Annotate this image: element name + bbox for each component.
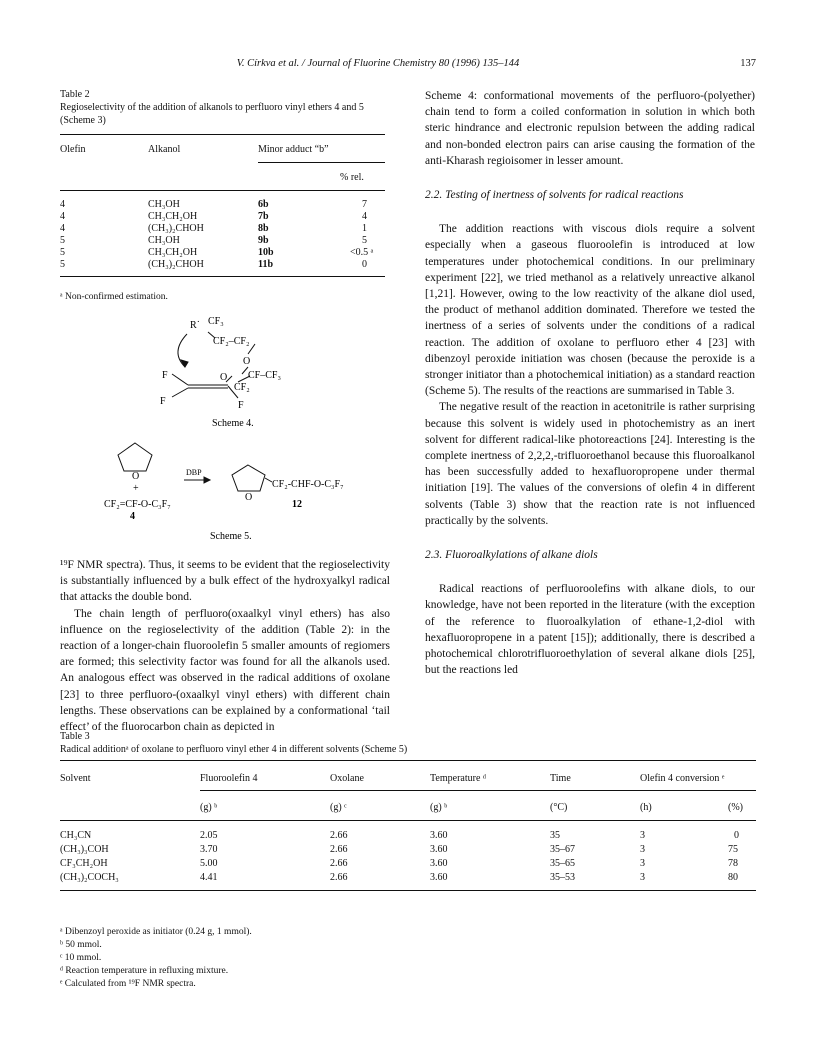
scheme4-cfcf3: CF–CF₃: [248, 370, 281, 381]
scheme4-diagram: [130, 312, 360, 432]
table3-unit: (h): [640, 802, 652, 813]
left-column-text: [60, 557, 390, 735]
table3-cell: 3.70: [200, 844, 218, 855]
table3-header: Fluoroolefin 4: [200, 773, 258, 784]
table2-cell: 4: [60, 199, 65, 210]
scheme5-product: CF₂-CHF-O-C₃F₇: [272, 479, 344, 490]
table3-cell: (CH₃)₂COCH₃: [60, 872, 119, 883]
page-number: 137: [740, 58, 756, 69]
table2-cell: 4: [60, 211, 65, 222]
scheme5-o-right: O: [245, 492, 253, 503]
table3-unit: (g) ᵇ: [200, 802, 218, 813]
table2-header-alkanol: Alkanol: [148, 144, 181, 155]
table3-cell: 2.05: [200, 830, 218, 841]
table2-cell: 1: [362, 223, 367, 234]
table3-cell: 5.00: [200, 858, 218, 869]
table3-top-rule: [60, 760, 756, 761]
table3-cell: 75: [728, 844, 738, 855]
table3-cell: 35–67: [550, 844, 575, 855]
table2-cell: CH₃CH₂OH: [148, 211, 198, 222]
scheme5-diagram: [100, 435, 400, 550]
table2-caption: Regioselectivity of the addition of alkanols to perfluoro vinyl ethers 4 and 5 (Scheme 3): [60, 102, 364, 126]
table2-cell: 11b: [258, 259, 274, 270]
table2-footnote: ᵃ Non-confirmed estimation.: [60, 292, 168, 302]
table2-cell: 0: [362, 259, 367, 270]
table3-note-c: ᶜ 10 mmol.: [60, 953, 102, 963]
table3-sub-rule: [200, 790, 756, 791]
scheme4-caption: Scheme 4.: [212, 418, 254, 429]
table2-cell: 10b: [258, 247, 274, 258]
scheme4-cf2: CF₂: [234, 382, 250, 393]
scheme4-cf2cf2: CF₂–CF₂: [213, 336, 250, 347]
table3-cell: 2.66: [330, 844, 348, 855]
table3-note-e: ᵉ Calculated from ¹⁹F NMR spectra.: [60, 979, 196, 989]
scheme5-o-left: O: [132, 471, 140, 482]
table2-cell: 5: [60, 235, 65, 246]
table3-caption: Radical additionᵃ of oxolane to perfluoro vinyl ether 4 in different solvents (Scheme 5): [60, 744, 408, 755]
table2-cell: (CH₃)₂CHOH: [148, 223, 204, 234]
table2-cell: 5: [60, 247, 65, 258]
scheme4-f1: F: [162, 370, 168, 381]
table3-cell: 3.60: [430, 858, 448, 869]
left-paragraph-2: The chain length of perfluoro(oxaalkyl vinyl ethers) has also influence on the regioselectivity of the addition (Table 2): in the reaction of a longer-chain fluoroolefin 5 smaller amounts of regiomers are formed; this selectivity factor was found for all the alkanols used. An analogous effect was observed in the radical additions of oxolane [23] to three perfluoro-(oxaalkyl vinyl ethers) with different chain lengths. These observations can be explained by a conformational ‘tail effect’ of the fluorocarbon chain as depicted in: [60, 607, 390, 734]
table2-header-rel: % rel.: [340, 172, 364, 183]
scheme4-o1: O: [243, 356, 251, 367]
table3-header: Oxolane: [330, 773, 364, 784]
table2-cell: (CH₃)₂CHOH: [148, 259, 204, 270]
table3-cell: 2.66: [330, 830, 348, 841]
table2-cell: 4: [362, 211, 367, 222]
table2-cell: CH₃CH₂OH: [148, 247, 198, 258]
table3-header: Solvent: [60, 773, 91, 784]
running-head: V. Církva et al. / Journal of Fluorine Chemistry 80 (1996) 135–144: [236, 58, 520, 69]
running-header: [60, 58, 756, 76]
right-paragraph-2: The negative result of the reaction in acetonitrile is rather surprising because this solvent is widely used in photochemistry as an inert solvent for different radical-like photoreactions [24]. Interesting is the complete inertness of 2,2,2,-trifluoroethanol because this fluoroalkanol has been successfully added to hexafluoropropene under thermal initiation [19]. The values of the conversions of olefin 4 in different solvents (Table 3) show that the reaction rate is not influenced practically by the solvents.: [425, 401, 755, 527]
scheme5-reagent-num: 4: [130, 511, 135, 522]
table3-cell: 3.60: [430, 830, 448, 841]
table3-footnotes: [60, 926, 252, 991]
table3-unit: (°C): [550, 802, 568, 813]
table2-mid-rule: [60, 190, 385, 191]
table3-label: Table 3: [60, 731, 90, 742]
table2-bottom-rule: [60, 276, 385, 277]
table3-cell: 3.60: [430, 844, 448, 855]
table2-cell: 9b: [258, 235, 269, 246]
table2-header-minor: Minor adduct “b”: [258, 144, 329, 155]
table2-sub-rule: [258, 162, 385, 163]
table3-note-a: ᵃ Dibenzoyl peroxide as initiator (0.24 g, 1 mmol).: [60, 927, 252, 937]
scheme5-reagent: CF₂=CF-O-C₃F₇: [104, 499, 171, 510]
table3-cell: 35–65: [550, 858, 575, 869]
table2-cell: CH₃OH: [148, 235, 180, 246]
table3-unit: (g) ᵇ: [430, 802, 448, 813]
table3-cell: 3: [640, 844, 645, 855]
table3-caption-block: [60, 730, 760, 756]
oxolane-ring-left: [118, 443, 152, 471]
table2-cell: CH₃OH: [148, 199, 180, 210]
scheme5-dbp: DBP: [186, 468, 202, 477]
scheme4-cf3: CF₃: [208, 316, 224, 327]
table3-cell: 2.66: [330, 858, 348, 869]
table3-cell: 3: [640, 858, 645, 869]
oxolane-ring-right: [232, 465, 265, 491]
table3-cell: 80: [728, 872, 738, 883]
right-column-text: [425, 88, 755, 679]
table3-cell: 78: [728, 858, 738, 869]
table3-cell: 4.41: [200, 872, 218, 883]
scheme4-o2: O: [220, 372, 228, 383]
table3-cell: 3: [640, 872, 645, 883]
table3-cell: 0: [734, 830, 739, 841]
scheme4-f3: F: [238, 400, 244, 411]
table3-note-d: ᵈ Reaction temperature in refluxing mixture.: [60, 966, 229, 976]
scheme5-caption: Scheme 5.: [210, 531, 252, 542]
table3-header: Olefin 4 conversion ᵉ: [640, 773, 725, 784]
table3-header: Temperature ᵈ: [430, 773, 486, 784]
table3-cell: CH₃CN: [60, 830, 92, 841]
section-heading-2-3: 2.3. Fluoroalkylations of alkane diols: [425, 549, 598, 562]
scheme4-f2: F: [160, 396, 166, 407]
table3-header: Time: [550, 773, 571, 784]
scheme4-r: R˙: [190, 320, 200, 331]
right-paragraph-0: Scheme 4: conformational movements of the perfluoro-(polyether) chain tend to form a coiled conformation in solution in which both steric hindrance and electronic repulsion between the adding radical and non-bonded electron pairs can arise causing the formation of the anti-Kharash regioisomer in lesser amount.: [425, 90, 755, 167]
table3-unit: (%): [728, 802, 743, 813]
scheme5-product-num: 12: [292, 499, 302, 510]
table2-cell: 4: [60, 223, 65, 234]
table2-label: Table 2: [60, 89, 90, 100]
scheme4-structure: [130, 312, 360, 432]
table2-cell: 7b: [258, 211, 269, 222]
table3-cell: 2.66: [330, 872, 348, 883]
table3-cell: 35–53: [550, 872, 575, 883]
table2-cell: <0.5 ᵃ: [350, 247, 374, 258]
table2-cell: 5: [362, 235, 367, 246]
table3-cell: 35: [550, 830, 560, 841]
scheme5-structure: [100, 435, 400, 550]
table2-cell: 6b: [258, 199, 269, 210]
table2-top-rule: [60, 134, 385, 135]
scheme5-plus: +: [133, 483, 139, 494]
right-paragraph-1: The addition reactions with viscous diols require a solvent especially when a gaseous fluoroolefin is introduced at low temperatures under photochemical conditions. In our preliminary experiment [22], we tried methanol as a relatively unreactive alkanol [1,21]. However, owing to the low reactivity of the alkane diol used, the product of methanol addition dominated. Therefore we tested the inertness of a series of solvents under the conditions of a radical reaction. The addition of oxolane to perfluoro ether 4 [23] with dibenzoyl peroxide initiation was chosen (because the peroxide is a stronger initiator than a photochemical initiation) as a standard reaction (Scheme 5). The results of the reactions are summarised in Table 3.: [425, 223, 755, 398]
table2-cell: 8b: [258, 223, 269, 234]
left-paragraph-1: ¹⁹F NMR spectra). Thus, it seems to be evident that the regioselectivity is substantially influenced by a bulk effect of the hydroxyalkyl radical that attacks the double bond.: [60, 559, 390, 604]
table3-cell: 3: [640, 830, 645, 841]
table3-cell: (CH₃)₃COH: [60, 844, 109, 855]
table2-caption-block: [60, 88, 400, 127]
table3-mid-rule: [60, 820, 756, 821]
table3-cell: CF₃CH₂OH: [60, 858, 108, 869]
section-heading-2-2: 2.2. Testing of inertness of solvents for radical reactions: [425, 189, 684, 202]
table3-unit: (g) ᶜ: [330, 802, 347, 813]
table2-cell: 5: [60, 259, 65, 270]
table2-header-olefin: Olefin: [60, 144, 86, 155]
table3-note-b: ᵇ 50 mmol.: [60, 940, 102, 950]
right-paragraph-3: Radical reactions of perfluoroolefins with alkane diols, to our knowledge, have not been reported in the literature (with the exception of the reference to fluoroalkylation of ethane-1,2-diol with hexafluoropropene in a patent [15]); additionally, there is described a photochemical chlorotrifluoroethylation of several alkane diols [25], but the reactions led: [425, 583, 755, 677]
table2-cell: 7: [362, 199, 367, 210]
table3-cell: 3.60: [430, 872, 448, 883]
table3-bottom-rule: [60, 890, 756, 891]
